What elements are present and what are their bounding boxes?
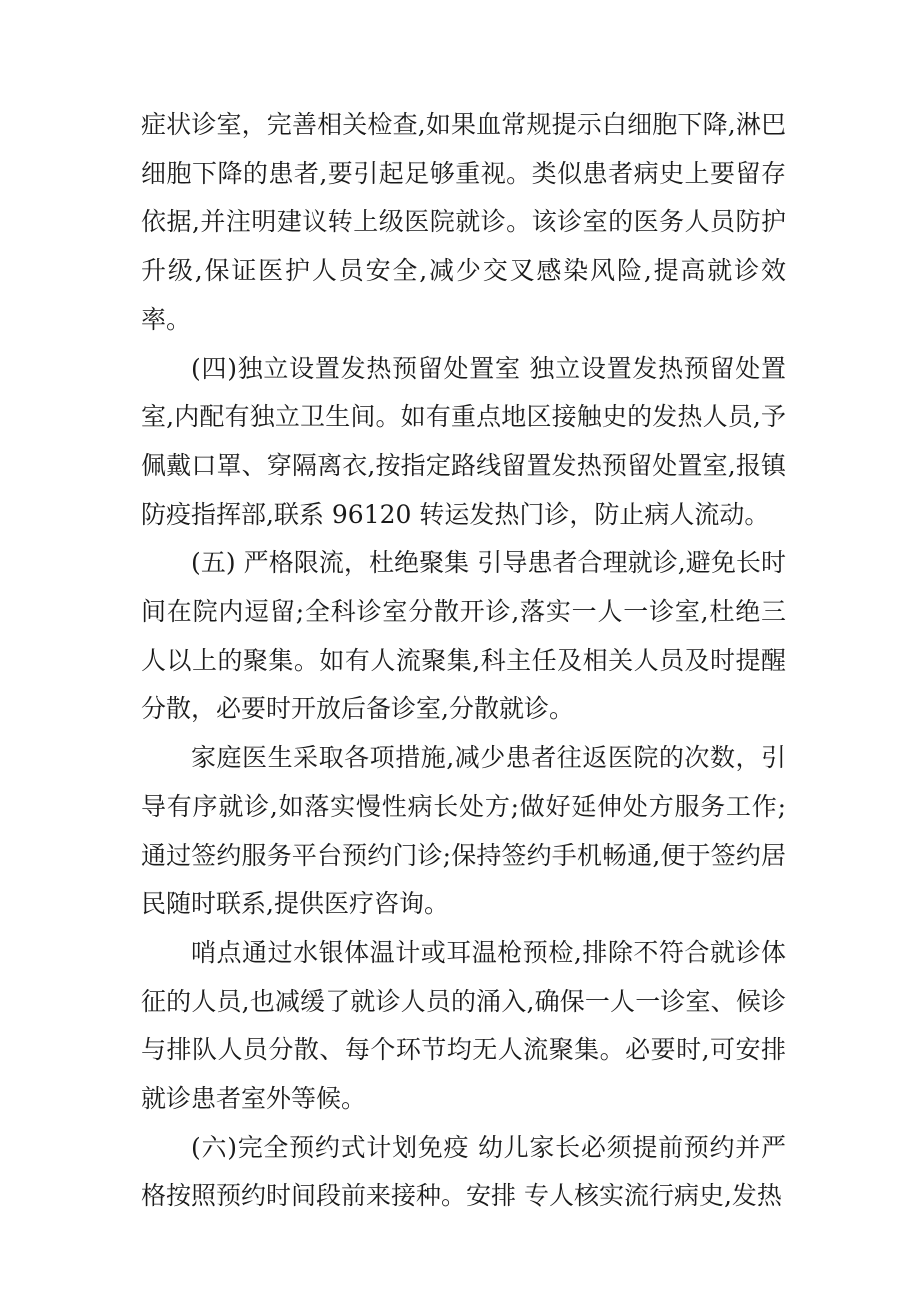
paragraph-family-doctor: 家庭医生采取各项措施,减少患者往返医院的次数，引导有序就诊,如落实慢性病长处方;做好延伸处方服务工作;通过签约服务平台预约门诊;保持签约手机畅通,便于签约居民随时联系,提供医疗咨询。 (141, 743, 786, 919)
paragraph-immunization: (六)完全预约式计划免疫 幼儿家长必须提前预约并严格按照预约时间段前来接种。安排 专人核实流行病史,发热 (141, 1132, 786, 1211)
paragraph-flow-limit: (五) 严格限流，杜绝聚集 引导患者合理就诊,避免长时间在院内逗留;全科诊室分散开诊,落实一人一诊室,杜绝三人以上的聚集。如有人流聚集,科主任及相关人员及时提醒分散，必要时开放后备诊室,分散就诊。 (141, 548, 786, 724)
paragraph-fever-room: (四)独立设置发热预留处置室 独立设置发热预留处置室,内配有独立卫生间。如有重点地区接触史的发热人员,予佩戴口罩、穿隔离衣,按指定路线留置发热预留处置室,报镇防疫指挥部,联系 96120 转运发热门诊，防止病人流动。 (141, 353, 786, 529)
document-body (141, 101, 786, 1221)
paragraph-sentinel-check: 哨点通过水银体温计或耳温枪预检,排除不符合就诊体征的人员,也减缓了就诊人员的涌入,确保一人一诊室、候诊与排队人员分散、每个环节均无人流聚集。必要时,可安排就诊患者室外等候。 (141, 937, 786, 1114)
paragraph-symptom-clinic: 症状诊室，完善相关检查,如果血常规提示白细胞下降,淋巴细胞下降的患者,要引起足够重视。类似患者病史上要留存依据,并注明建议转上级医院就诊。该诊室的医务人员防护升级,保证医护人员安全,减少交叉感染风险,提高就诊效率。 (141, 110, 786, 334)
